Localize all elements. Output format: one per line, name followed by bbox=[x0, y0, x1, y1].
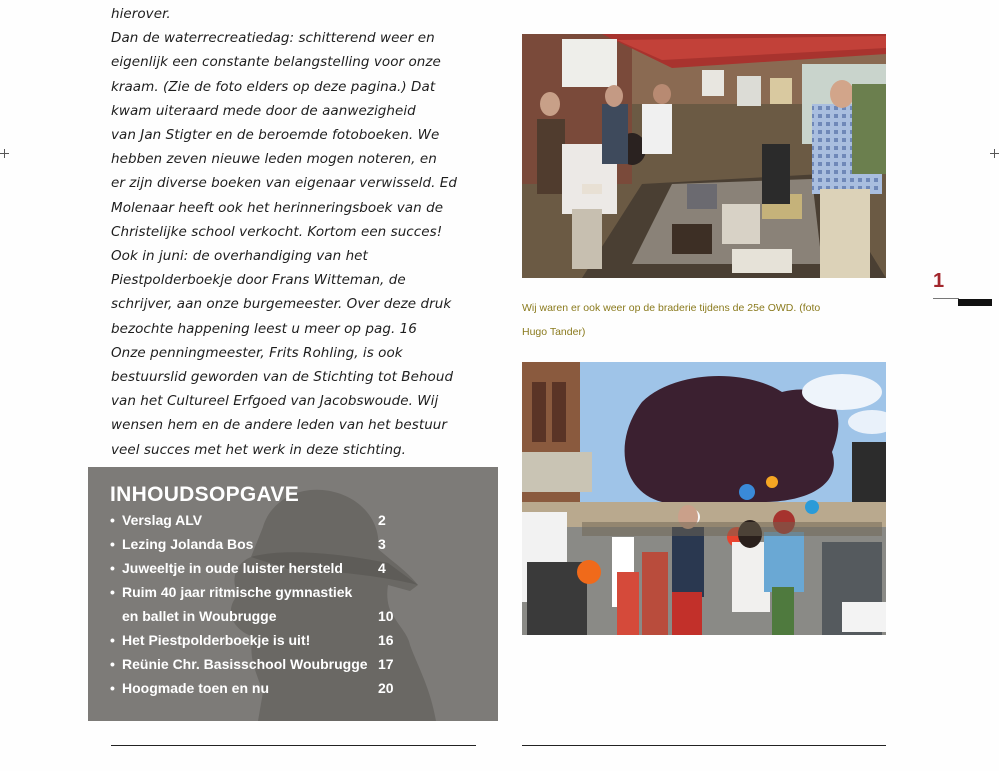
toc-entry-page: 20 bbox=[378, 680, 394, 696]
toc-entry-page: 3 bbox=[378, 536, 386, 552]
footer-rule-left bbox=[111, 745, 476, 746]
bullet-icon: • bbox=[110, 632, 115, 648]
toc-entry-title: Juweeltje in oude luister hersteld bbox=[122, 560, 343, 576]
body-line: Piestpolderboekje door Frans Witteman, de bbox=[111, 272, 406, 289]
body-line: bestuurslid geworden van de Stichting tot Behoud bbox=[111, 369, 454, 386]
toc-entry-page: 16 bbox=[378, 632, 394, 648]
bullet-icon: • bbox=[110, 560, 115, 576]
toc-entry bbox=[110, 560, 410, 576]
body-line: veel succes met het werk in deze stichting. bbox=[111, 441, 407, 458]
photo-caption bbox=[522, 296, 882, 344]
page-number: 1 bbox=[933, 270, 945, 292]
body-line: hebben zeven nieuwe leden mogen noteren, en bbox=[111, 151, 437, 168]
body-line: Christelijke school verkocht. Kortom een succes! bbox=[111, 223, 443, 240]
toc-entry bbox=[110, 536, 410, 552]
toc-entry-title: Het Piestpolderboekje is uit! bbox=[122, 632, 311, 648]
body-line: bezochte happening leest u meer op pag. 16 bbox=[111, 320, 417, 337]
body-line: kwam uiteraard mede door de aanwezigheid bbox=[111, 102, 416, 119]
toc-entry-page: 10 bbox=[378, 608, 394, 624]
toc-entry-page: 17 bbox=[378, 656, 394, 672]
body-text-column bbox=[111, 2, 461, 462]
body-line: Ook in juni: de overhandiging van het bbox=[111, 248, 368, 265]
toc-entry-title: Reünie Chr. Basisschool Woubrugge bbox=[122, 656, 368, 672]
toc-title: INHOUDSOPGAVE bbox=[110, 483, 300, 506]
photo-caption-line: Wij waren er ook weer op de braderie tijdens de 25e OWD. (foto bbox=[522, 302, 821, 314]
body-line: eigenlijk een constante belangstelling voor onze bbox=[111, 54, 441, 71]
toc-entry bbox=[110, 656, 410, 672]
bullet-icon: • bbox=[110, 680, 115, 696]
toc-entry bbox=[110, 680, 410, 696]
body-line: wensen hem en de andere leden van het bestuur bbox=[111, 417, 448, 434]
bullet-icon: • bbox=[110, 512, 115, 528]
toc-entry-title: Verslag ALV bbox=[122, 512, 203, 528]
toc-entry bbox=[110, 512, 410, 528]
body-line: Onze penningmeester, Frits Rohling, is ook bbox=[111, 344, 403, 361]
bullet-icon: • bbox=[110, 584, 115, 600]
body-line: van Jan Stigter en de beroemde fotoboeken. We bbox=[111, 127, 440, 144]
toc-entry-page: 4 bbox=[378, 560, 386, 576]
toc-entry bbox=[110, 584, 410, 600]
toc-entry-continuation: en ballet in Woubrugge bbox=[122, 608, 277, 624]
page-number-rule bbox=[933, 298, 959, 299]
toc-entry-title: Hoogmade toen en nu bbox=[122, 680, 269, 696]
table-of-contents bbox=[88, 467, 498, 721]
body-line: hierover. bbox=[111, 6, 171, 22]
bullet-icon: • bbox=[110, 656, 115, 672]
photo-caption-line: Hugo Tander) bbox=[522, 326, 586, 338]
body-line: er zijn diverse boeken van eigenaar verwisseld. Ed bbox=[111, 175, 457, 192]
photo-street-festival bbox=[522, 362, 886, 635]
toc-entry-title: Ruim 40 jaar ritmische gymnastiek bbox=[122, 584, 353, 600]
photo-braderie-bookstand bbox=[522, 34, 886, 278]
body-line: Molenaar heeft ook het herinneringsboek van de bbox=[111, 199, 444, 216]
toc-entry-title: Lezing Jolanda Bos bbox=[122, 536, 254, 552]
body-line: Dan de waterrecreatiedag: schitterend weer en bbox=[111, 30, 435, 47]
body-line: van het Cultureel Erfgoed van Jacobswoude. Wij bbox=[111, 393, 439, 410]
footer-rule-right bbox=[522, 745, 886, 746]
page-number-bar bbox=[958, 299, 992, 306]
bullet-icon: • bbox=[110, 536, 115, 552]
body-line: kraam. (Zie de foto elders op deze pagina.) Dat bbox=[111, 78, 436, 95]
toc-entry bbox=[110, 632, 410, 648]
crop-mark-icon bbox=[990, 149, 999, 158]
toc-entry-page: 2 bbox=[378, 512, 386, 528]
body-line: schrijver, aan onze burgemeester. Over deze druk bbox=[111, 296, 452, 313]
crop-mark-icon bbox=[0, 149, 9, 158]
